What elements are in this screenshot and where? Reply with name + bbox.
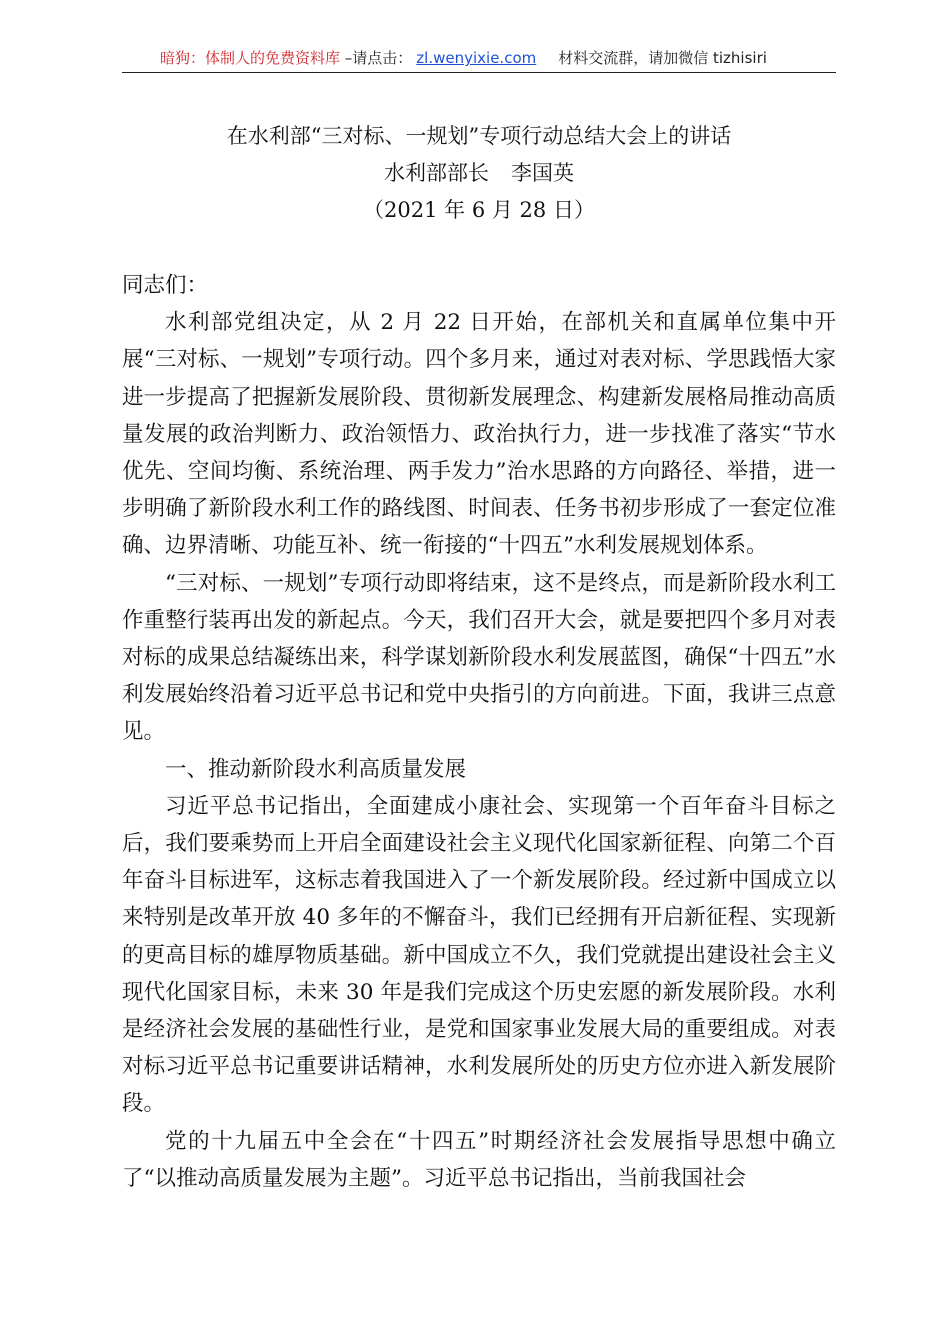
header-prompt: –请点击： [340,49,413,67]
header-link[interactable]: zl.wenyixie.com [416,49,537,67]
header-brand: 暗狗：体制人的免费资料库 [160,49,341,67]
paragraph-3: 习近平总书记指出，全面建成小康社会、实现第一个百年奋斗目标之后，我们要乘势而上开启全面建设社会主义现代化国家新征程、向第二个百年奋斗目标进军，这标志着我国进入了一个新发展阶段。经过新中国成立以来特别是改革开放 40 多年的不懈奋斗，我们已经拥有开启新征程、实现新的更高目标的雄厚物质基础。新中国成立不久，我们党就提出建设社会主义现代化国家目标，未来 30 年是我们完成这个历史宏愿的新发展阶段。水利是经济社会发展的基础性行业，是党和国家事业发展大局的重要组成。对表对标习近平总书记重要讲话精神，水利发展所处的历史方位亦进入新发展阶段。 [122,793,836,1117]
salutation: 同志们： [122,273,209,298]
paragraph-4: 党的十九届五中全会在“十四五”时期经济社会发展指导思想中确立了“以推动高质量发展为主题”。习近平总书记指出，当前我国社会 [122,1128,836,1191]
author-name: 李国英 [511,161,574,185]
header-contact: 材料交流群，请加微信 tizhisiri [558,49,767,67]
author-line [122,155,836,192]
section-heading-1: 一、推动新阶段水利高质量发展 [165,756,467,782]
title-block [122,118,836,229]
paragraph-2: “三对标、一规划”专项行动即将结束，这不是终点，而是新阶段水利工作重整行装再出发的新起点。今天，我们召开大会，就是要把四个多月对表对标的成果总结凝练出来，科学谋划新阶段水利发展蓝图，确保“十四五”水利发展始终沿着习近平总书记和党中央指引的方向前进。下面，我讲三点意见。 [122,570,836,745]
speech-title: 在水利部“三对标、一规划”专项行动总结大会上的讲话 [226,124,732,148]
page-header [122,44,836,73]
speech-date: （2021 年 6 月 28 日） [363,198,595,222]
author-role: 水利部部长 [384,161,489,185]
paragraph-1: 水利部党组决定，从 2 月 22 日开始，在部机关和直属单位集中开展“三对标、一规划”专项行动。四个多月来，通过对表对标、学思践悟大家进一步提高了把握新发展阶段、贯彻新发展理念、构建新发展格局推动高质量发展的政治判断力、政治领悟力、政治执行力，进一步找准了落实“节水优先、空间均衡、系统治理、两手发力”治水思路的方向路径、举措，进一步明确了新阶段水利工作的路线图、时间表、任务书初步形成了一套定位准确、边界清晰、功能互补、统一衔接的“十四五”水利发展规划体系。 [122,310,836,559]
speech-body [122,267,836,1197]
